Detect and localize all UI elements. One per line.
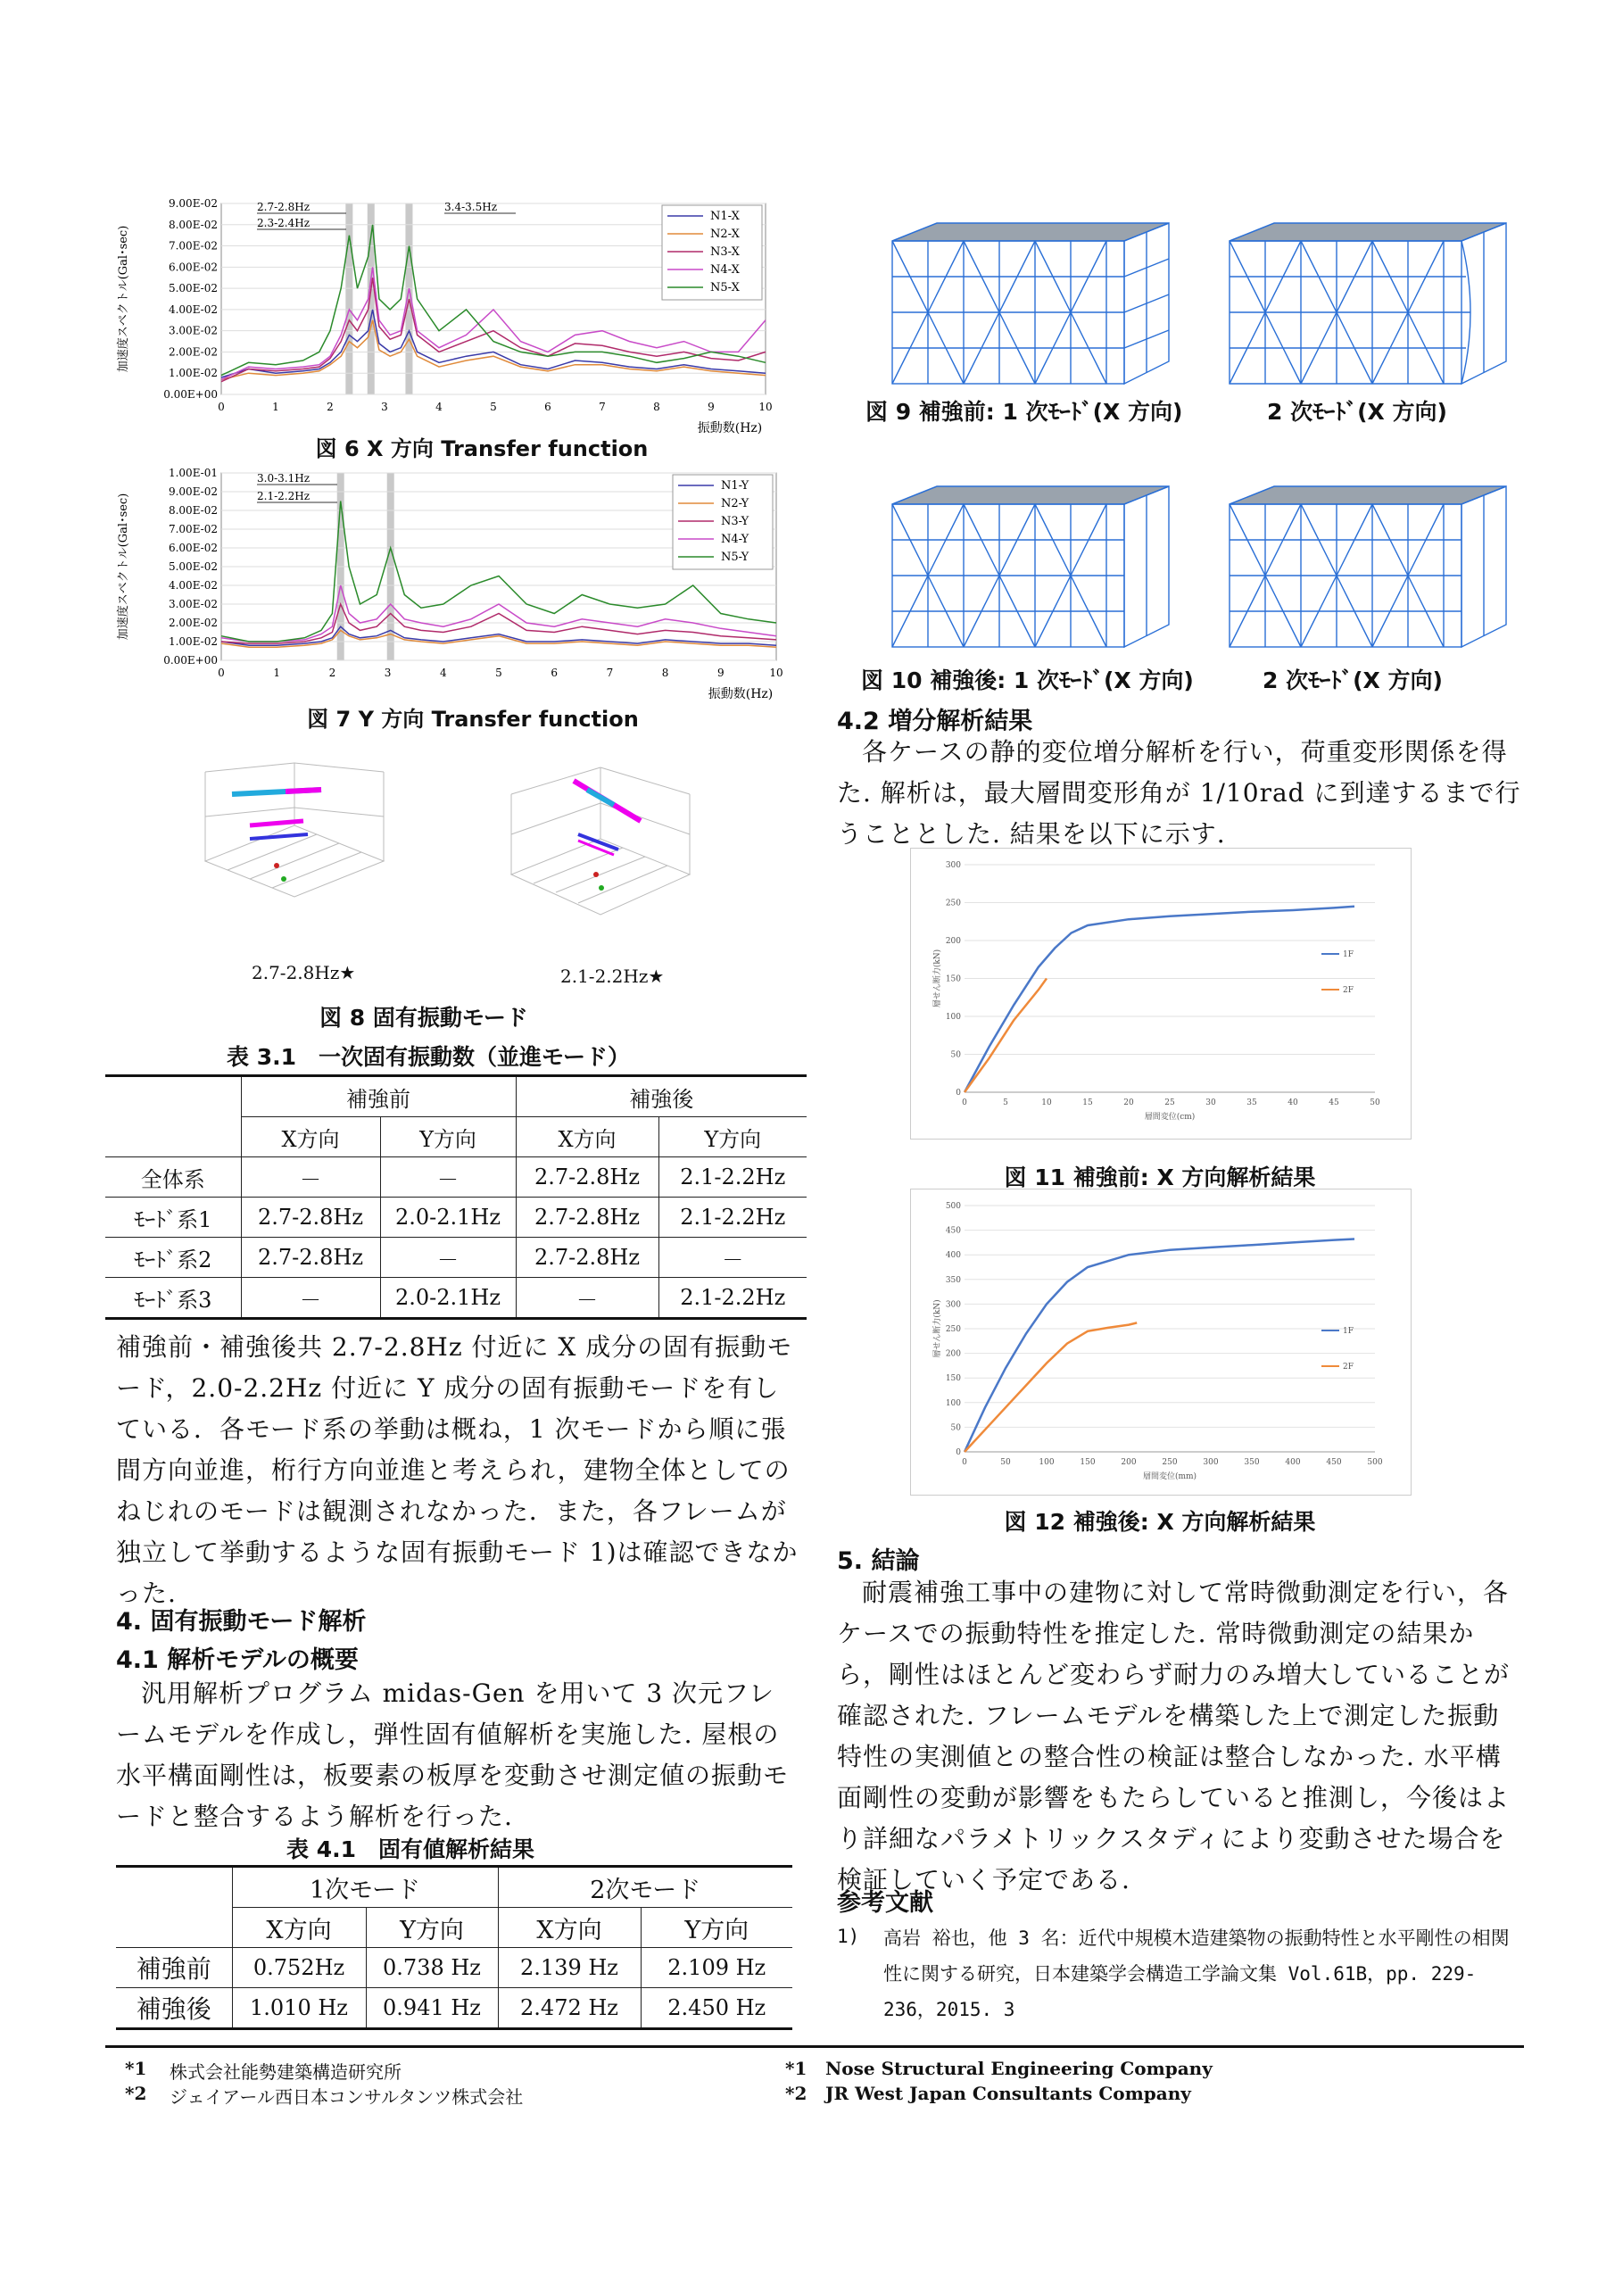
table31-group-after: 補強後 — [516, 1076, 807, 1117]
x-tick-label: 50 — [1000, 1458, 1011, 1467]
table-4-1 — [116, 1865, 792, 2030]
x-tick-label: 1 — [272, 401, 279, 413]
x-tick-label: 3 — [381, 401, 388, 413]
table41-cell: 0.941 Hz — [366, 1988, 498, 2029]
figure-7 — [114, 462, 801, 721]
x-axis-label: 振動数(Hz) — [708, 687, 774, 701]
table31-cell: 2.7-2.8Hz — [516, 1157, 658, 1198]
y-tick-label: 450 — [945, 1226, 961, 1236]
y-tick-label: 5.00E-02 — [168, 282, 218, 295]
series-line-1F — [965, 1239, 1354, 1453]
y-tick-label: 4.00E-02 — [168, 303, 218, 316]
y-tick-label: 6.00E-02 — [168, 542, 218, 554]
fig8-caption: 図 8 固有振動モード — [319, 1005, 528, 1031]
table31-row-label: ﾓｰﾄﾞ系3 — [105, 1278, 241, 1319]
legend-label: N4-Y — [721, 533, 749, 546]
fig6-caption: 図 6 X 方向 Transfer function — [315, 436, 649, 461]
legend-label: N2-X — [710, 228, 740, 241]
table41-subheader: Y方向 — [366, 1908, 498, 1948]
legend-label: 1F — [1343, 1327, 1354, 1336]
table41-cell: 2.139 Hz — [498, 1948, 641, 1988]
fig11-caption: 図 11 補強前: X 方向解析結果 — [1004, 1165, 1316, 1190]
x-tick-label: 150 — [1080, 1458, 1096, 1467]
y-tick-label: 150 — [945, 1374, 961, 1384]
footer-rule — [105, 2045, 1524, 2048]
table31-cell: － — [380, 1157, 516, 1198]
y-axis-label: 層せん断力(kN) — [933, 949, 942, 1008]
y-tick-label: 250 — [945, 1325, 961, 1334]
table41-cell: 0.752Hz — [232, 1948, 366, 1988]
table41-row-label: 補強後 — [116, 1988, 232, 2029]
x-tick-label: 500 — [1367, 1458, 1383, 1467]
y-tick-label: 3.00E-02 — [168, 598, 218, 610]
x-tick-label: 1 — [273, 667, 281, 679]
x-tick-label: 10 — [1041, 1098, 1052, 1107]
section-4-1-heading: 4.1 解析モデルの概要 — [116, 1646, 359, 1674]
x-axis-label: 振動数(Hz) — [697, 421, 763, 435]
x-tick-label: 20 — [1123, 1098, 1134, 1107]
figure-8-right — [489, 750, 712, 955]
left-paragraph-1: 補強前・補強後共 2.7-2.8Hz 付近に X 成分の固有振動モード，2.0-2.2Hz 付近に Y 成分の固有振動モードを有している．各モード系の挙動は概ね，1 次モードから順に張間方向並進，桁行方向並進と考えられ，建物全体としてのねじれのモードは観測されなかった．また，各フレームが独立して挙動するような固有振動モード 1)は確認できなかった. — [116, 1332, 799, 1608]
table41-caption: 表 4.1 固有値解析結果 — [286, 1836, 534, 1862]
table41-subheader: X方向 — [498, 1908, 641, 1948]
legend-label: N5-Y — [721, 551, 749, 564]
footer-affiliation-1-mark: *1 — [125, 2058, 147, 2079]
footer-affiliation-2-mark: *2 — [125, 2083, 147, 2104]
table31-grid — [105, 1074, 807, 1320]
legend-label: 2F — [1343, 986, 1354, 995]
table-row — [105, 1198, 807, 1238]
y-tick-label: 1.00E-02 — [168, 635, 218, 648]
reference-number: 1) — [837, 1926, 860, 1947]
table31-subheader: Y方向 — [658, 1117, 807, 1157]
y-tick-label: 200 — [945, 937, 961, 946]
legend-label: N2-Y — [721, 497, 749, 510]
fig9-left-model — [883, 219, 1178, 393]
x-tick-label: 9 — [708, 401, 715, 413]
y-tick-label: 8.00E-02 — [168, 504, 218, 517]
legend-label: N1-X — [710, 210, 740, 223]
table31-cell: － — [516, 1278, 658, 1319]
x-tick-label: 8 — [661, 667, 669, 679]
footer-affiliation-1: 株式会社能勢建築構造研究所 — [170, 2061, 402, 2083]
frame-model-icon — [883, 482, 1178, 656]
figure-8-left — [178, 745, 410, 941]
fig11-chart — [911, 849, 1411, 1139]
table41-cell: 2.109 Hz — [641, 1948, 792, 1988]
x-tick-label: 0 — [962, 1098, 967, 1107]
fig12-chart — [911, 1189, 1411, 1495]
table31-group-before: 補強前 — [241, 1076, 516, 1117]
x-tick-label: 30 — [1205, 1098, 1216, 1107]
frame-model-icon — [1221, 482, 1515, 656]
legend-label: 2F — [1343, 1363, 1354, 1372]
figure-12 — [910, 1189, 1412, 1496]
table-row — [105, 1278, 807, 1319]
y-tick-label: 350 — [945, 1275, 961, 1285]
series-line-2F — [965, 1322, 1137, 1452]
band-label: 3.0-3.1Hz — [257, 472, 311, 485]
section-4-2-heading: 4.2 増分解析結果 — [837, 708, 1033, 735]
y-tick-label: 6.00E-02 — [168, 261, 218, 274]
mode-shape-left — [178, 745, 410, 941]
table-3-1 — [105, 1074, 807, 1320]
y-tick-label: 1.00E-01 — [168, 467, 218, 479]
right-paragraph-2: 耐震補強工事中の建物に対して常時微動測定を行い，各ケースでの振動特性を推定した. 常時微動測定の結果から，剛性はほとんど変わらず耐力のみ増大していることが確認された. フレームモデルを構築した上で測定した振動特性の実測値との整合性の検証は整合しなかった. 水平構面剛性の変動が影響をもたらしていると推測し，今後はより詳細なパラメトリックスタディにより変動させた場合を検証していく予定である. — [837, 1578, 1511, 1894]
frame-model-icon — [1221, 219, 1515, 393]
frame-model-icon — [883, 219, 1178, 393]
y-tick-label: 4.00E-02 — [168, 579, 218, 592]
table41-subheader: Y方向 — [641, 1908, 792, 1948]
fig9-caption-left: 図 9 補強前: 1 次ﾓｰﾄﾞ(X 方向) — [865, 399, 1183, 425]
x-tick-label: 2 — [328, 667, 336, 679]
x-tick-label: 0 — [218, 667, 225, 679]
table31-cell: 2.1-2.2Hz — [658, 1157, 807, 1198]
table41-row-label: 補強前 — [116, 1948, 232, 1988]
table31-cell: 2.7-2.8Hz — [516, 1198, 658, 1238]
table31-cell: 2.1-2.2Hz — [658, 1278, 807, 1319]
legend-label: 1F — [1343, 950, 1354, 959]
table41-cell: 0.738 Hz — [366, 1948, 498, 1988]
y-tick-label: 50 — [950, 1423, 961, 1433]
x-tick-label: 9 — [716, 667, 725, 679]
x-tick-label: 10 — [769, 667, 783, 679]
y-tick-label: 0.00E+00 — [163, 388, 218, 401]
fig10-caption-right: 2 次ﾓｰﾄﾞ(X 方向) — [1263, 667, 1443, 693]
y-tick-label: 100 — [945, 1013, 961, 1022]
x-tick-label: 5 — [1003, 1098, 1008, 1107]
table31-cell: － — [380, 1238, 516, 1278]
table31-subheader: Y方向 — [380, 1117, 516, 1157]
y-tick-label: 2.00E-02 — [168, 617, 218, 629]
table31-cell: 2.1-2.2Hz — [658, 1198, 807, 1238]
references-heading: 参考文献 — [837, 1889, 933, 1917]
legend-label: N1-Y — [721, 479, 749, 493]
x-tick-label: 5 — [495, 667, 502, 679]
x-tick-label: 5 — [490, 401, 497, 413]
fig6-chart — [114, 195, 792, 462]
figure-6 — [114, 195, 792, 462]
x-tick-label: 50 — [1370, 1098, 1380, 1107]
table-row — [105, 1157, 807, 1198]
band-label: 3.4-3.5Hz — [444, 201, 498, 213]
footer-affiliation-en-1: Nose Structural Engineering Company — [825, 2058, 1213, 2079]
table31-row-label: 全体系 — [105, 1157, 241, 1198]
x-tick-label: 4 — [439, 667, 447, 679]
y-tick-label: 9.00E-02 — [168, 485, 218, 498]
x-tick-label: 200 — [1121, 1458, 1137, 1467]
x-tick-label: 2 — [327, 401, 334, 413]
y-axis-label: 加速度スペクトル(Gal･sec) — [117, 493, 130, 641]
x-tick-label: 0 — [962, 1458, 967, 1467]
x-tick-label: 40 — [1288, 1098, 1298, 1107]
fig7-chart — [114, 462, 801, 721]
footer-affiliation-en-2-mark: *2 — [785, 2083, 807, 2104]
fig8-right-label: 2.1-2.2Hz★ — [560, 966, 665, 987]
table31-cell: 2.7-2.8Hz — [516, 1238, 658, 1278]
x-tick-label: 3 — [384, 667, 392, 679]
series-line-2F — [965, 979, 1047, 1093]
x-tick-label: 35 — [1246, 1098, 1257, 1107]
fig10-left-model — [883, 482, 1178, 656]
table31-row-label: ﾓｰﾄﾞ系1 — [105, 1198, 241, 1238]
table41-group-2: 2次モード — [498, 1867, 792, 1908]
x-tick-label: 250 — [1162, 1458, 1178, 1467]
x-tick-label: 15 — [1082, 1098, 1093, 1107]
x-tick-label: 450 — [1326, 1458, 1342, 1467]
band-label: 2.7-2.8Hz — [257, 201, 311, 213]
table41-grid — [116, 1865, 792, 2030]
y-tick-label: 200 — [945, 1349, 961, 1359]
table-row — [116, 1948, 792, 1988]
fig9-right-model — [1221, 219, 1515, 393]
table31-caption: 表 3.1 一次固有振動数（並進モード） — [227, 1044, 630, 1070]
legend-label: N3-Y — [721, 515, 749, 528]
x-tick-label: 6 — [551, 667, 559, 679]
table31-cell: － — [658, 1238, 807, 1278]
y-tick-label: 0.00E+00 — [163, 654, 218, 667]
y-tick-label: 0 — [956, 1448, 961, 1457]
x-tick-label: 300 — [1203, 1458, 1219, 1467]
reference-1: 高岩 裕也，他 3 名：近代中規模木造建築物の振動特性と水平剛性の相関性に関する研究，日本建築学会構造工学論文集 Vol.61B，pp. 229-236，2015. 3 — [883, 1927, 1510, 2020]
table31-subheader: X方向 — [516, 1117, 658, 1157]
right-paragraph-1: 各ケースの静的変位増分解析を行い，荷重変形関係を得た. 解析は，最大層間変形角が 1/10rad に到達するまで行うこととした. 結果を以下に示す. — [837, 737, 1521, 849]
table31-cell: 2.0-2.1Hz — [380, 1278, 516, 1319]
left-paragraph-2: 汎用解析プログラム midas-Gen を用いて 3 次元フレームモデルを作成し，弾性固有値解析を実施した. 屋根の水平構面剛性は，板要素の板厚を変動させ測定値の振動モードと整合するよう解析を行った. — [116, 1678, 790, 1831]
y-tick-label: 100 — [945, 1398, 961, 1408]
table31-cell: － — [241, 1157, 380, 1198]
table-row — [105, 1238, 807, 1278]
x-tick-label: 45 — [1329, 1098, 1339, 1107]
band-label: 2.3-2.4Hz — [257, 217, 311, 229]
x-tick-label: 7 — [599, 401, 606, 413]
section-5-heading: 5. 結論 — [837, 1547, 920, 1575]
table31-cell: － — [241, 1278, 380, 1319]
y-tick-label: 7.00E-02 — [168, 239, 218, 253]
legend-label: N3-X — [710, 245, 740, 259]
x-tick-label: 6 — [544, 401, 551, 413]
band-label: 2.1-2.2Hz — [257, 490, 311, 502]
fig12-caption: 図 12 補強後: X 方向解析結果 — [1004, 1509, 1316, 1535]
figure-11 — [910, 848, 1412, 1140]
y-tick-label: 3.00E-02 — [168, 324, 218, 337]
x-tick-label: 400 — [1285, 1458, 1301, 1467]
table-row — [116, 1988, 792, 2029]
y-tick-label: 5.00E-02 — [168, 560, 218, 573]
y-tick-label: 0 — [956, 1089, 961, 1098]
y-tick-label: 500 — [945, 1202, 961, 1211]
x-axis-label: 層間変位(mm) — [1142, 1472, 1197, 1481]
series-line-1F — [965, 907, 1354, 1092]
table41-subheader: X方向 — [232, 1908, 366, 1948]
x-tick-label: 7 — [606, 667, 614, 679]
x-tick-label: 25 — [1164, 1098, 1175, 1107]
table31-subheader: X方向 — [241, 1117, 380, 1157]
y-tick-label: 400 — [945, 1251, 961, 1261]
section-4-heading: 4. 固有振動モード解析 — [116, 1608, 367, 1636]
mode-shape-right — [489, 750, 712, 955]
table41-cell: 2.450 Hz — [641, 1988, 792, 2029]
x-tick-label: 350 — [1244, 1458, 1260, 1467]
table41-cell: 1.010 Hz — [232, 1988, 366, 2029]
y-axis-label: 層せん断力(kN) — [933, 1299, 942, 1358]
highlight-band — [345, 203, 352, 394]
y-tick-label: 9.00E-02 — [168, 197, 218, 210]
x-tick-label: 4 — [435, 401, 443, 413]
legend-label: N5-X — [710, 281, 740, 294]
y-tick-label: 300 — [945, 861, 961, 870]
legend-label: N4-X — [710, 263, 740, 277]
y-tick-label: 150 — [945, 974, 961, 984]
y-axis-label: 加速度スペクトル(Gal･sec) — [117, 225, 130, 373]
y-tick-label: 250 — [945, 899, 961, 908]
fig8-left-label: 2.7-2.8Hz★ — [252, 962, 356, 983]
x-tick-label: 100 — [1039, 1458, 1055, 1467]
y-tick-label: 1.00E-02 — [168, 367, 218, 380]
y-tick-label: 2.00E-02 — [168, 345, 218, 359]
table31-cell: 2.0-2.1Hz — [380, 1198, 516, 1238]
x-tick-label: 10 — [758, 401, 773, 413]
y-tick-label: 7.00E-02 — [168, 523, 218, 535]
y-tick-label: 50 — [950, 1050, 961, 1060]
x-tick-label: 8 — [653, 401, 660, 413]
table31-row-label: ﾓｰﾄﾞ系2 — [105, 1238, 241, 1278]
x-tick-label: 0 — [218, 401, 225, 413]
fig10-caption-left: 図 10 補強後: 1 次ﾓｰﾄﾞ(X 方向) — [861, 667, 1194, 693]
fig7-caption: 図 7 Y 方向 Transfer function — [307, 707, 639, 732]
table31-cell: 2.7-2.8Hz — [241, 1198, 380, 1238]
x-axis-label: 層間変位(cm) — [1144, 1113, 1196, 1122]
fig9-caption-right: 2 次ﾓｰﾄﾞ(X 方向) — [1267, 399, 1447, 425]
footer-affiliation-2: ジェイアール西日本コンサルタンツ株式会社 — [170, 2086, 524, 2108]
footer-affiliation-en-2: JR West Japan Consultants Company — [825, 2083, 1191, 2104]
footer-affiliation-en-1-mark: *1 — [785, 2058, 807, 2079]
y-tick-label: 8.00E-02 — [168, 218, 218, 231]
table41-cell: 2.472 Hz — [498, 1988, 641, 2029]
fig10-right-model — [1221, 482, 1515, 656]
table31-cell: 2.7-2.8Hz — [241, 1238, 380, 1278]
table41-group-1: 1次モード — [232, 1867, 498, 1908]
y-tick-label: 300 — [945, 1300, 961, 1310]
